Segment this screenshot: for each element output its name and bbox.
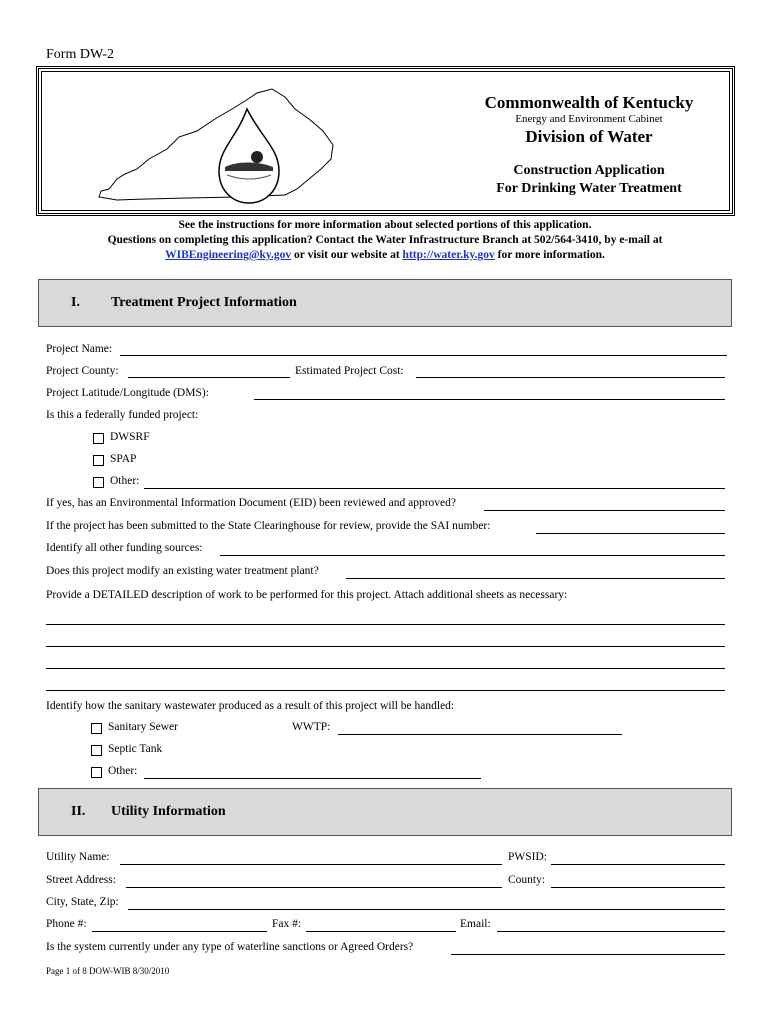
other-funding-label: Other: — [110, 475, 140, 487]
dwsrf-label: DWSRF — [110, 431, 150, 443]
spap-checkbox[interactable] — [93, 455, 104, 466]
estimated-cost-label: Estimated Project Cost: — [295, 365, 404, 377]
description-line[interactable] — [46, 624, 725, 625]
dwsrf-checkbox[interactable] — [93, 433, 104, 444]
fax-label: Fax #: — [272, 918, 302, 930]
sai-question: If the project has been submitted to the State Clearinghouse for review, provide the SAI number: — [46, 520, 491, 532]
project-county-field[interactable] — [128, 377, 290, 378]
pwsid-field[interactable] — [551, 864, 725, 865]
notice-line3: WIBEngineering@ky.gov or visit our website at http://water.ky.gov for more information. — [165, 249, 605, 261]
modify-plant-field[interactable] — [346, 578, 725, 579]
website-link[interactable]: http://water.ky.gov — [402, 249, 495, 261]
phone-label: Phone #: — [46, 918, 87, 930]
septic-tank-checkbox[interactable] — [91, 745, 102, 756]
page-footer: Page 1 of 8 DOW-WIB 8/30/2010 — [46, 966, 170, 976]
section-1-title: Treatment Project Information — [111, 295, 297, 310]
phone-field[interactable] — [92, 931, 267, 932]
lat-long-field[interactable] — [254, 399, 725, 400]
section-2-title: Utility Information — [111, 804, 226, 819]
modify-plant-question: Does this project modify an existing water treatment plant? — [46, 565, 319, 577]
ww-other-label: Other: — [108, 765, 138, 777]
county-label: County: — [508, 874, 546, 886]
email-label: Email: — [460, 918, 491, 930]
lat-long-label: Project Latitude/Longitude (DMS): — [46, 387, 209, 399]
section-1-header: I. Treatment Project Information — [38, 279, 732, 327]
form-title-line2: For Drinking Water Treatment — [496, 181, 682, 196]
other-funding-sources-field[interactable] — [220, 555, 725, 556]
pwsid-label: PWSID: — [508, 851, 547, 863]
eid-field[interactable] — [484, 510, 725, 511]
street-address-label: Street Address: — [46, 874, 116, 886]
form-number: Form DW-2 — [46, 47, 115, 62]
kentucky-logo — [87, 79, 357, 209]
fax-field[interactable] — [306, 931, 456, 932]
spap-label: SPAP — [110, 453, 137, 465]
county-field[interactable] — [551, 887, 725, 888]
cabinet-name: Energy and Environment Cabinet — [515, 113, 663, 125]
wwtp-field[interactable] — [338, 734, 622, 735]
notice-line1: See the instructions for more information about selected portions of this application. — [178, 219, 592, 231]
wwtp-label: WWTP: — [292, 721, 331, 733]
other-funding-checkbox[interactable] — [93, 477, 104, 488]
sanitary-sewer-checkbox[interactable] — [91, 723, 102, 734]
email-link[interactable]: WIBEngineering@ky.gov — [165, 249, 292, 261]
septic-tank-label: Septic Tank — [108, 743, 163, 755]
sanitary-sewer-label: Sanitary Sewer — [108, 721, 178, 733]
other-funding-sources-label: Identify all other funding sources: — [46, 542, 203, 554]
header-box — [36, 66, 735, 216]
section-2-header: II. Utility Information — [38, 788, 732, 836]
project-name-field[interactable] — [120, 355, 727, 356]
other-funding-field[interactable] — [144, 488, 725, 489]
sai-field[interactable] — [536, 533, 725, 534]
sanctions-question: Is the system currently under any type of waterline sanctions or Agreed Orders? — [46, 941, 414, 953]
federal-funding-label: Is this a federally funded project: — [46, 409, 199, 421]
utility-name-field[interactable] — [120, 864, 502, 865]
city-state-zip-label: City, State, Zip: — [46, 896, 119, 908]
wastewater-prompt: Identify how the sanitary wastewater produced as a result of this project will be handled: — [46, 700, 455, 712]
description-line[interactable] — [46, 690, 725, 691]
email-field[interactable] — [497, 931, 725, 932]
estimated-cost-field[interactable] — [416, 377, 725, 378]
description-line[interactable] — [46, 668, 725, 669]
agency-title: Commonwealth of Kentucky — [484, 93, 694, 112]
eid-question: If yes, has an Environmental Information Document (EID) been reviewed and approved? — [46, 497, 457, 509]
project-county-label: Project County: — [46, 365, 119, 377]
project-name-label: Project Name: — [46, 343, 113, 355]
form-title-line1: Construction Application — [513, 163, 665, 178]
ww-other-field[interactable] — [144, 778, 481, 779]
division-name: Division of Water — [525, 127, 653, 146]
water-drop-icon — [219, 109, 279, 203]
ww-other-checkbox[interactable] — [91, 767, 102, 778]
description-prompt: Provide a DETAILED description of work to be performed for this project. Attach additional sheets as necessary: — [46, 589, 568, 601]
street-address-field[interactable] — [126, 887, 502, 888]
description-line[interactable] — [46, 646, 725, 647]
utility-name-label: Utility Name: — [46, 851, 110, 863]
city-state-zip-field[interactable] — [128, 909, 725, 910]
notice-line2: Questions on completing this application? Contact the Water Infrastructure Branch at 502/564-3410, by e-mail at — [107, 234, 663, 246]
sanctions-field[interactable] — [451, 954, 725, 955]
